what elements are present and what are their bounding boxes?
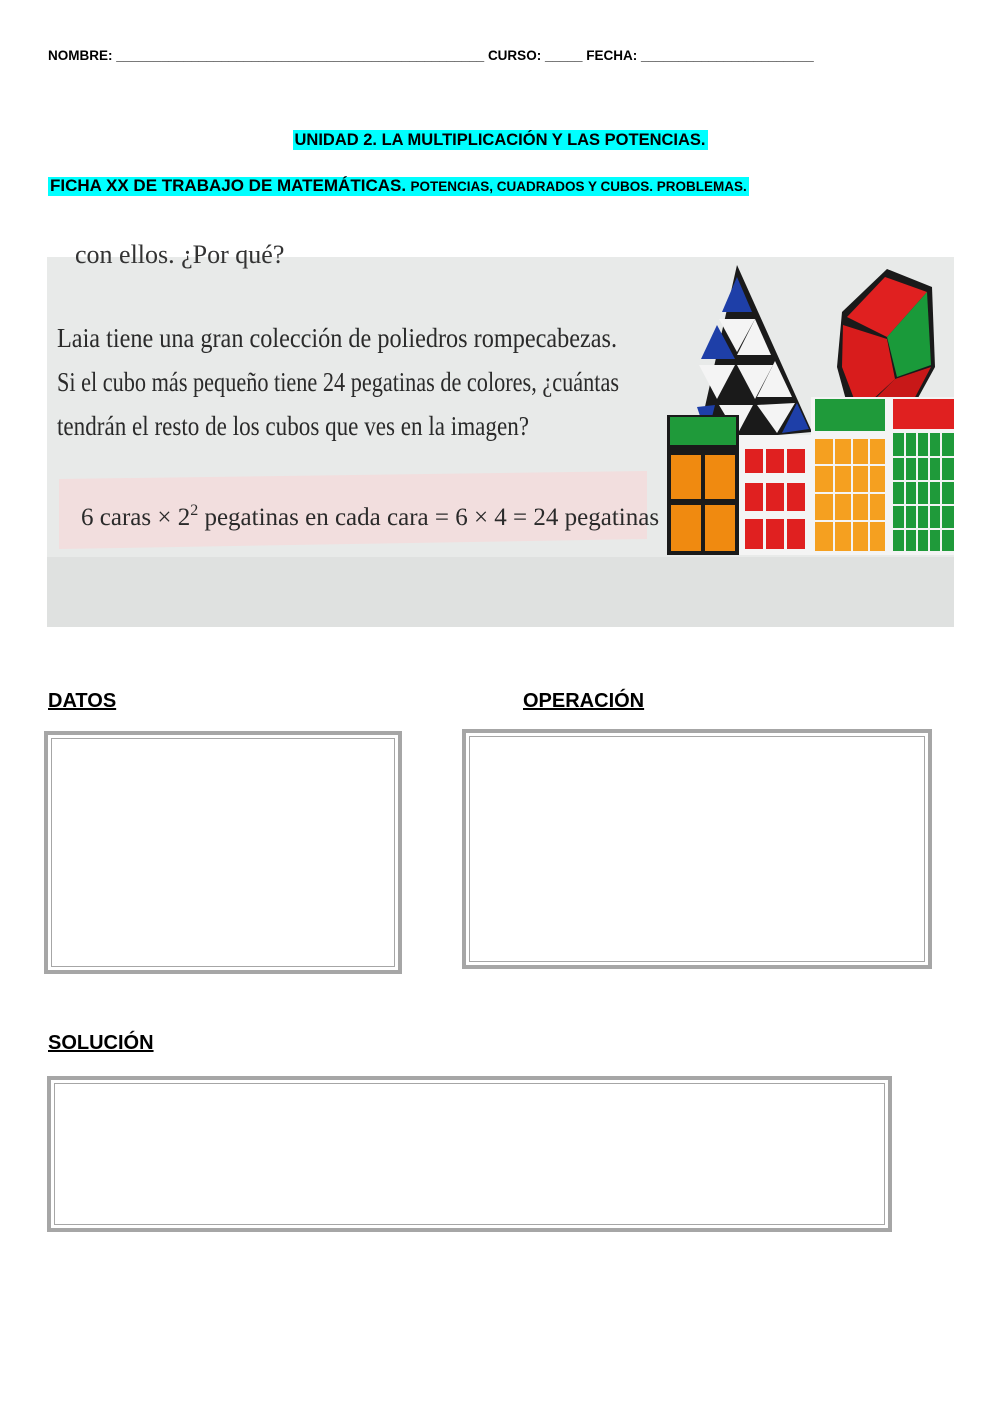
operacion-box-inner-border	[469, 736, 925, 962]
problem-cut-line: con ellos. ¿Por qué?	[75, 240, 285, 269]
formula-exponent: 2	[190, 502, 199, 519]
unit-title-text: UNIDAD 2. LA MULTIPLICACIÓN Y LAS POTENCIAS.	[294, 131, 706, 149]
worksheet-title-main: FICHA XX DE TRABAJO DE MATEMÁTICAS.	[50, 176, 407, 195]
problem-photo	[47, 240, 954, 627]
solucion-heading: SOLUCIÓN	[48, 1032, 154, 1054]
datos-heading: DATOS	[48, 690, 117, 712]
nombre-field[interactable]: _________________________________________________	[116, 48, 485, 63]
problem-line-2: Si el cubo más pequeño tiene 24 pegatinas de colores, ¿cuántas	[57, 367, 619, 397]
unit-title	[0, 131, 1000, 150]
worksheet-title-sub: POTENCIAS, CUADRADOS Y CUBOS. PROBLEMAS.	[410, 179, 747, 194]
student-info-line	[48, 48, 948, 63]
curso-field[interactable]: _____	[544, 48, 583, 63]
problem-line-3: tendrán el resto de los cubos que ves en la imagen?	[57, 411, 529, 441]
formula-part-b: pegatinas en cada cara = 6 × 4 = 24 pegatinas	[198, 504, 660, 531]
fecha-label: FECHA:	[586, 48, 638, 63]
operacion-answer-box[interactable]	[462, 729, 932, 969]
worksheet-title-highlight	[48, 177, 749, 196]
problem-line-1: Laia tiene una gran colección de poliedros rompecabezas.	[57, 323, 617, 353]
fecha-field[interactable]: _______________________	[641, 48, 814, 63]
datos-answer-box[interactable]	[44, 731, 402, 974]
solucion-box-inner-border	[54, 1083, 885, 1225]
worksheet-title	[48, 176, 749, 196]
solucion-answer-box[interactable]	[47, 1076, 892, 1232]
nombre-label: NOMBRE:	[48, 48, 113, 63]
curso-label: CURSO:	[487, 48, 542, 63]
datos-box-inner-border	[51, 738, 395, 967]
formula-part-a: 6 caras × 2	[81, 504, 191, 531]
problem-photo-svg	[47, 240, 954, 627]
formula-text	[81, 502, 659, 531]
operacion-heading: OPERACIÓN	[523, 690, 645, 712]
